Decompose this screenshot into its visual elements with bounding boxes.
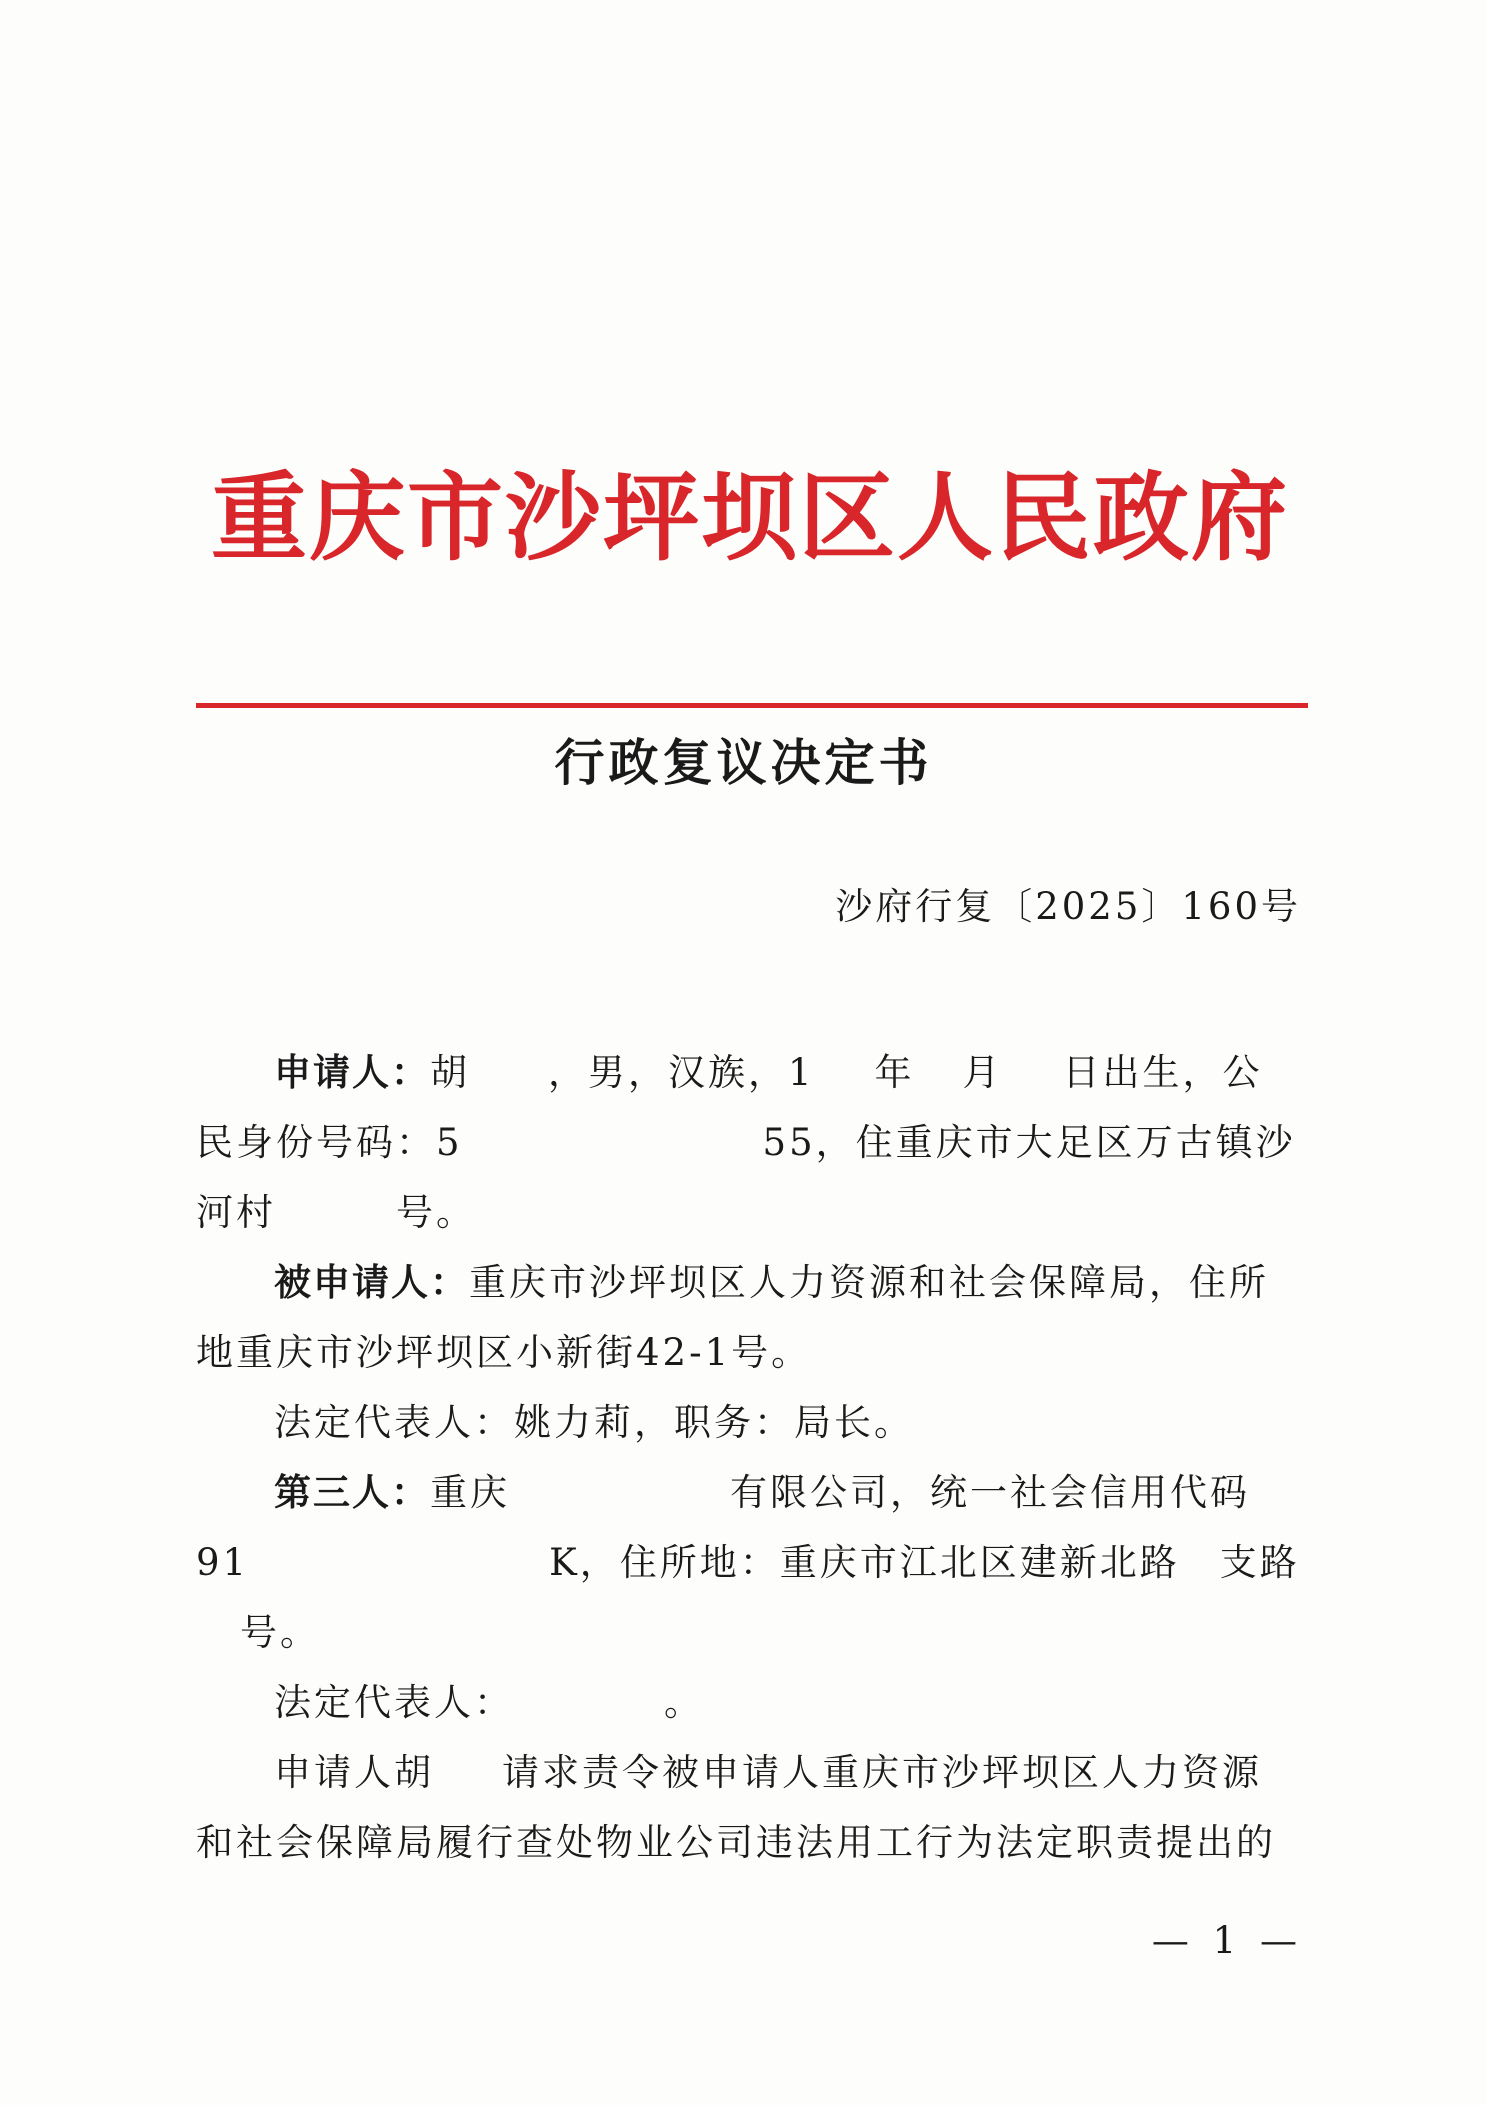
applicant-line-3 xyxy=(196,1178,1300,1248)
document-title: 行政复议决定书 xyxy=(554,733,933,792)
applicant-info: ，男，汉族，1 xyxy=(548,1051,815,1094)
third-party-rep-label: 法定代表人： xyxy=(274,1681,514,1724)
applicant-line-1 xyxy=(196,1038,1300,1108)
applicant-address: 55，住重庆市大足区万古镇沙 xyxy=(762,1121,1296,1164)
respondent-line-1 xyxy=(196,1248,1300,1318)
request-paragraph xyxy=(196,1738,1300,1878)
applicant-id-label: 民身份号码：5 xyxy=(196,1121,463,1164)
issuing-authority-header: 重庆市沙坪坝区人民政府 xyxy=(211,461,1289,574)
applicant-birth-day: 日出生，公 xyxy=(1062,1051,1263,1094)
applicant-section xyxy=(196,1038,1300,1248)
document-body xyxy=(196,1038,1300,1878)
applicant-name: 胡 xyxy=(430,1051,470,1094)
third-party-rep-end: 。 xyxy=(664,1681,704,1724)
request-line-1 xyxy=(196,1738,1300,1808)
respondent-label: 被申请人： xyxy=(274,1261,469,1304)
respondent-name: 重庆市沙坪坝区人力资源和社会保障局，住所 xyxy=(469,1261,1269,1304)
applicant-house-number: 号。 xyxy=(396,1191,476,1234)
applicant-line-2 xyxy=(196,1108,1300,1178)
respondent-address: 地重庆市沙坪坝区小新街42-1号。 xyxy=(196,1331,812,1374)
third-party-line-3 xyxy=(196,1598,1300,1668)
third-party-label: 第三人： xyxy=(274,1471,430,1514)
request-line-2: 和社会保障局履行查处物业公司违法用工行为法定职责提出的 xyxy=(196,1821,1276,1864)
third-party-legal-representative xyxy=(196,1668,1300,1738)
document-number: 沙府行复〔2025〕160号 xyxy=(835,885,1301,928)
third-party-name-end: 有限公司，统一社会信用代码 xyxy=(730,1471,1250,1514)
third-party-address: K，住所地：重庆市江北区建新北路 xyxy=(549,1541,1180,1584)
third-party-line-2 xyxy=(196,1528,1300,1598)
applicant-label: 申请人： xyxy=(274,1051,430,1094)
third-party-house-number: 号。 xyxy=(240,1611,320,1654)
applicant-village: 河村 xyxy=(196,1191,276,1234)
request-applicant: 申请人胡 xyxy=(274,1751,434,1794)
third-party-line-1 xyxy=(196,1458,1300,1528)
applicant-birth-month: 月 xyxy=(962,1051,1003,1094)
applicant-birth-year: 年 xyxy=(874,1051,915,1094)
third-party-address-branch: 支路 xyxy=(1219,1541,1300,1584)
request-text: 请求责令被申请人重庆市沙坪坝区人力资源 xyxy=(502,1751,1262,1794)
credit-code-start: 91 xyxy=(196,1541,250,1584)
third-party-section xyxy=(196,1458,1300,1668)
respondent-legal-representative: 法定代表人：姚力莉，职务：局长。 xyxy=(274,1401,914,1444)
page-number: — 1 — xyxy=(1151,1919,1303,1962)
red-header-rule xyxy=(196,703,1308,708)
third-party-name-start: 重庆 xyxy=(430,1471,510,1514)
respondent-line-2 xyxy=(196,1318,1300,1388)
respondent-section xyxy=(196,1248,1300,1388)
